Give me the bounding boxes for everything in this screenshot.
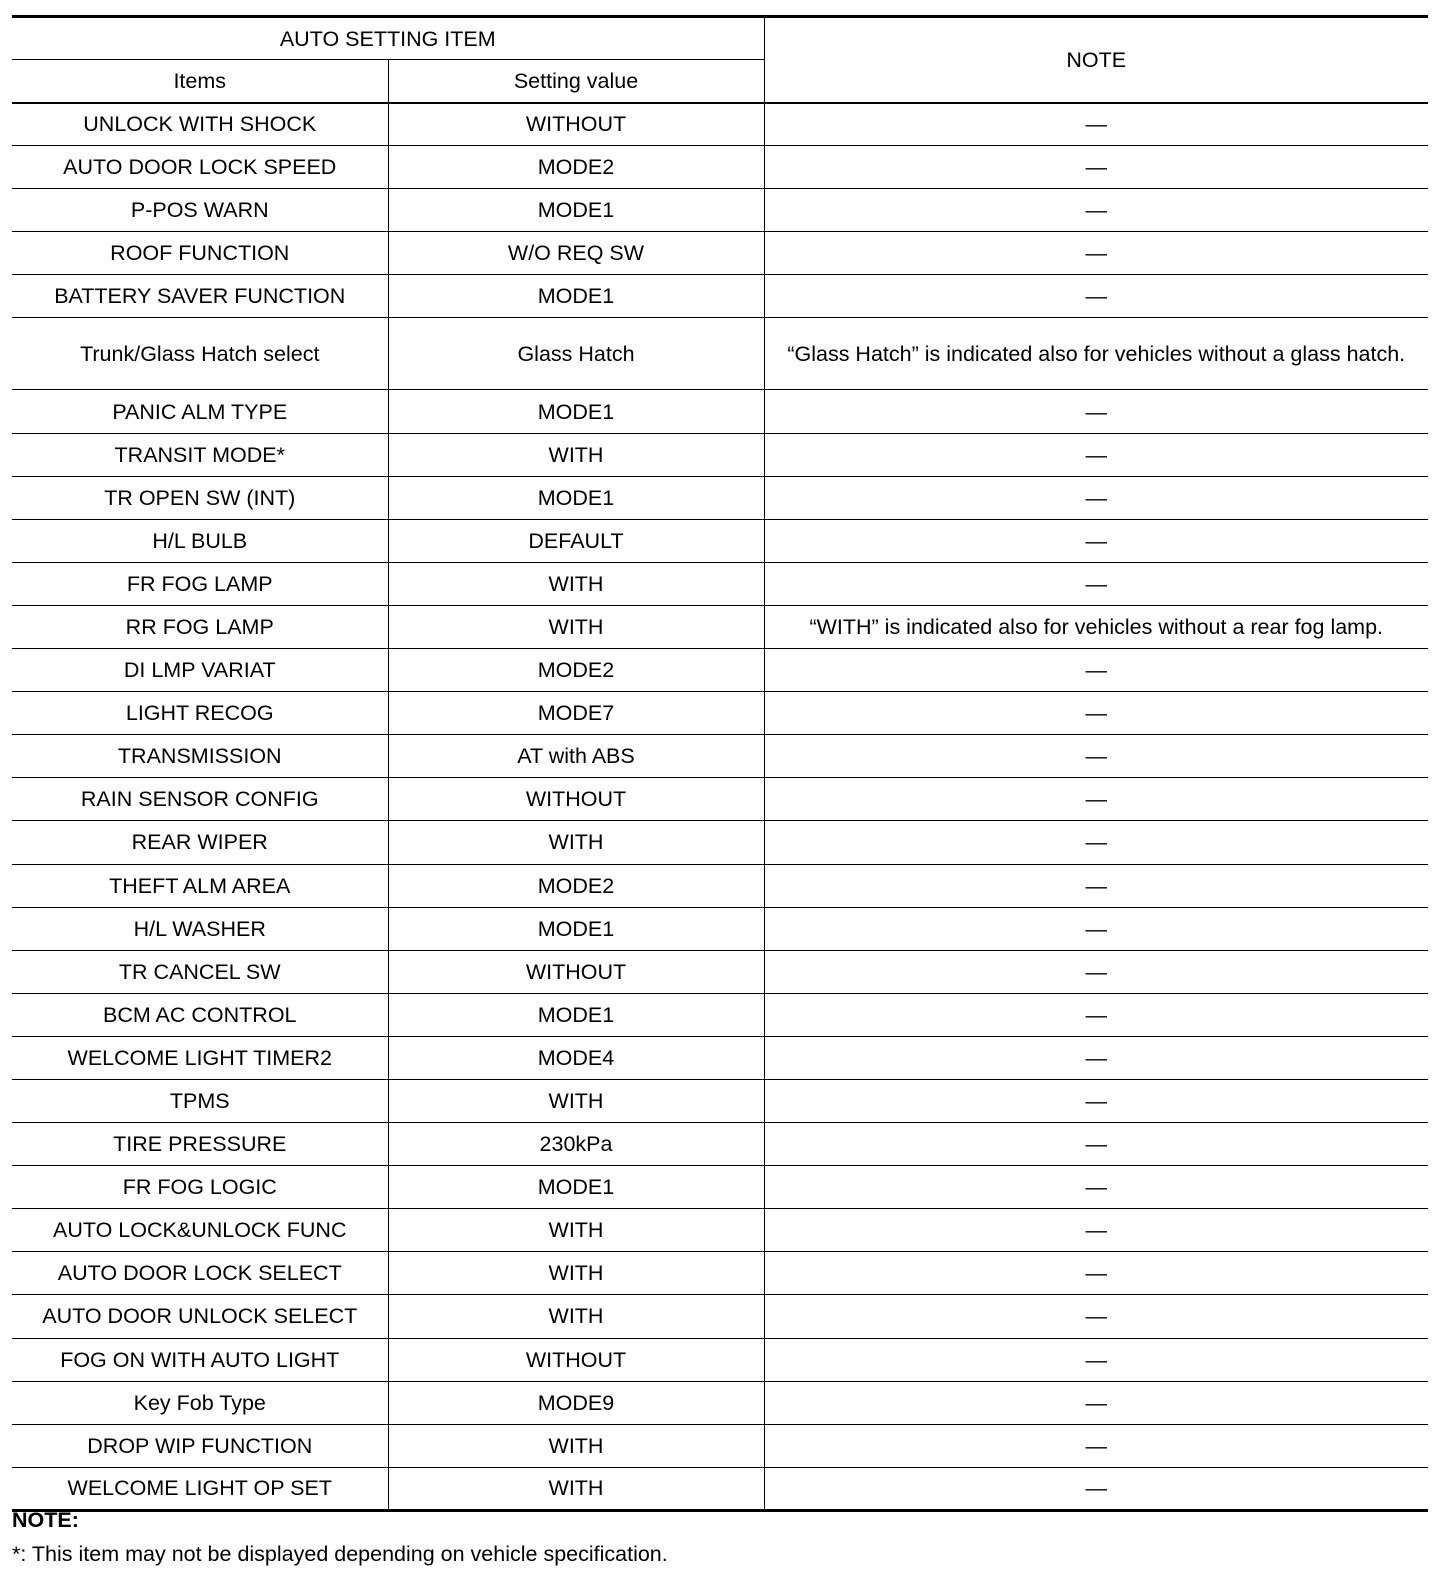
note-cell: — — [764, 146, 1428, 189]
item-cell: TIRE PRESSURE — [12, 1123, 388, 1166]
note-cell: — — [764, 1467, 1428, 1510]
setting-value-cell: WITH — [388, 1079, 764, 1122]
note-cell: — — [764, 993, 1428, 1036]
table-row — [12, 562, 1428, 605]
table-row — [12, 1036, 1428, 1079]
note-cell: — — [764, 649, 1428, 692]
table-row — [12, 146, 1428, 189]
item-cell: FOG ON WITH AUTO LIGHT — [12, 1338, 388, 1381]
note-cell: — — [764, 103, 1428, 146]
note-cell: — — [764, 1079, 1428, 1122]
table-row — [12, 1252, 1428, 1295]
table-row — [12, 950, 1428, 993]
item-cell: TPMS — [12, 1079, 388, 1122]
setting-value-cell: WITHOUT — [388, 1338, 764, 1381]
item-cell: DI LMP VARIAT — [12, 649, 388, 692]
table-row — [12, 649, 1428, 692]
table-row — [12, 1338, 1428, 1381]
note-cell: — — [764, 1295, 1428, 1338]
table-row — [12, 318, 1428, 390]
note-cell: — — [764, 562, 1428, 605]
table-row — [12, 1467, 1428, 1510]
note-cell: — — [764, 778, 1428, 821]
table-row — [12, 778, 1428, 821]
setting-value-cell: WITH — [388, 605, 764, 648]
footnote-section — [12, 1507, 668, 1567]
note-cell: — — [764, 275, 1428, 318]
setting-value-cell: WITH — [388, 562, 764, 605]
item-cell: LIGHT RECOG — [12, 692, 388, 735]
setting-value-cell: MODE4 — [388, 1036, 764, 1079]
note-cell: — — [764, 907, 1428, 950]
setting-value-cell: MODE7 — [388, 692, 764, 735]
setting-value-cell: WITH — [388, 821, 764, 864]
item-cell: TRANSIT MODE* — [12, 433, 388, 476]
table-row — [12, 1424, 1428, 1467]
table-row — [12, 1381, 1428, 1424]
setting-value-cell: MODE1 — [388, 993, 764, 1036]
setting-value-cell: WITH — [388, 1252, 764, 1295]
note-cell: — — [764, 1338, 1428, 1381]
setting-value-cell: WITH — [388, 1209, 764, 1252]
item-cell: WELCOME LIGHT OP SET — [12, 1467, 388, 1510]
note-cell: — — [764, 519, 1428, 562]
setting-value-cell: WITH — [388, 1424, 764, 1467]
setting-value-cell: MODE1 — [388, 476, 764, 519]
note-cell: — — [764, 692, 1428, 735]
note-cell: — — [764, 1381, 1428, 1424]
note-cell: — — [764, 864, 1428, 907]
table-row — [12, 232, 1428, 275]
item-cell: REAR WIPER — [12, 821, 388, 864]
setting-value-cell: MODE1 — [388, 907, 764, 950]
setting-value-cell: MODE1 — [388, 390, 764, 433]
setting-value-cell: MODE2 — [388, 146, 764, 189]
table-row — [12, 735, 1428, 778]
setting-value-cell: AT with ABS — [388, 735, 764, 778]
setting-value-cell: W/O REQ SW — [388, 232, 764, 275]
item-cell: Trunk/Glass Hatch select — [12, 318, 388, 390]
settings-table-container — [12, 15, 1428, 1512]
table-row — [12, 390, 1428, 433]
setting-value-cell: Glass Hatch — [388, 318, 764, 390]
table-row — [12, 692, 1428, 735]
note-cell: — — [764, 735, 1428, 778]
setting-value-cell: DEFAULT — [388, 519, 764, 562]
table-row — [12, 1209, 1428, 1252]
footnote-label: NOTE: — [12, 1508, 79, 1532]
item-cell: UNLOCK WITH SHOCK — [12, 103, 388, 146]
items-column-header: Items — [12, 60, 388, 103]
item-cell: P-POS WARN — [12, 189, 388, 232]
setting-value-cell: WITH — [388, 433, 764, 476]
table-body — [12, 103, 1428, 1511]
note-cell: — — [764, 1036, 1428, 1079]
table-row — [12, 189, 1428, 232]
table-row — [12, 864, 1428, 907]
item-cell: FR FOG LAMP — [12, 562, 388, 605]
item-cell: TRANSMISSION — [12, 735, 388, 778]
note-cell: — — [764, 433, 1428, 476]
table-row — [12, 605, 1428, 648]
note-cell: “Glass Hatch” is indicated also for vehicles without a glass hatch. — [764, 318, 1428, 390]
item-cell: H/L WASHER — [12, 907, 388, 950]
note-cell: — — [764, 1252, 1428, 1295]
item-cell: FR FOG LOGIC — [12, 1166, 388, 1209]
item-cell: RR FOG LAMP — [12, 605, 388, 648]
item-cell: AUTO DOOR LOCK SELECT — [12, 1252, 388, 1295]
table-row — [12, 275, 1428, 318]
note-cell: — — [764, 232, 1428, 275]
setting-value-cell: 230kPa — [388, 1123, 764, 1166]
note-cell: — — [764, 1209, 1428, 1252]
setting-value-cell: MODE1 — [388, 275, 764, 318]
item-cell: PANIC ALM TYPE — [12, 390, 388, 433]
note-cell: — — [764, 390, 1428, 433]
setting-value-cell: MODE1 — [388, 189, 764, 232]
item-cell: ROOF FUNCTION — [12, 232, 388, 275]
setting-value-cell: MODE9 — [388, 1381, 764, 1424]
setting-value-cell: WITHOUT — [388, 950, 764, 993]
setting-value-cell: WITH — [388, 1295, 764, 1338]
auto-setting-item-header: AUTO SETTING ITEM — [12, 17, 764, 60]
note-cell: — — [764, 189, 1428, 232]
item-cell: AUTO DOOR LOCK SPEED — [12, 146, 388, 189]
item-cell: AUTO DOOR UNLOCK SELECT — [12, 1295, 388, 1338]
note-cell: — — [764, 1424, 1428, 1467]
item-cell: TR CANCEL SW — [12, 950, 388, 993]
footnote-text: *: This item may not be displayed depending on vehicle specification. — [12, 1542, 668, 1566]
item-cell: TR OPEN SW (INT) — [12, 476, 388, 519]
item-cell: DROP WIP FUNCTION — [12, 1424, 388, 1467]
table-row — [12, 519, 1428, 562]
item-cell: BCM AC CONTROL — [12, 993, 388, 1036]
table-row — [12, 1079, 1428, 1122]
table-row — [12, 1123, 1428, 1166]
table-row — [12, 476, 1428, 519]
note-cell: — — [764, 476, 1428, 519]
setting-value-cell: WITHOUT — [388, 103, 764, 146]
note-cell: “WITH” is indicated also for vehicles without a rear fog lamp. — [764, 605, 1428, 648]
table-row — [12, 103, 1428, 146]
item-cell: AUTO LOCK&UNLOCK FUNC — [12, 1209, 388, 1252]
setting-value-cell: MODE1 — [388, 1166, 764, 1209]
table-row — [12, 1295, 1428, 1338]
note-cell: — — [764, 821, 1428, 864]
table-row — [12, 907, 1428, 950]
item-cell: RAIN SENSOR CONFIG — [12, 778, 388, 821]
item-cell: Key Fob Type — [12, 1381, 388, 1424]
table-row — [12, 821, 1428, 864]
auto-setting-table — [12, 15, 1428, 1512]
setting-value-column-header: Setting value — [388, 60, 764, 103]
note-cell: — — [764, 950, 1428, 993]
item-cell: THEFT ALM AREA — [12, 864, 388, 907]
setting-value-cell: MODE2 — [388, 649, 764, 692]
setting-value-cell: WITHOUT — [388, 778, 764, 821]
note-cell: — — [764, 1166, 1428, 1209]
note-cell: — — [764, 1123, 1428, 1166]
item-cell: BATTERY SAVER FUNCTION — [12, 275, 388, 318]
table-row — [12, 993, 1428, 1036]
table-row — [12, 1166, 1428, 1209]
note-header: NOTE — [764, 17, 1428, 103]
item-cell: H/L BULB — [12, 519, 388, 562]
item-cell: WELCOME LIGHT TIMER2 — [12, 1036, 388, 1079]
header-row-1 — [12, 17, 1428, 60]
setting-value-cell: WITH — [388, 1467, 764, 1510]
setting-value-cell: MODE2 — [388, 864, 764, 907]
table-row — [12, 433, 1428, 476]
